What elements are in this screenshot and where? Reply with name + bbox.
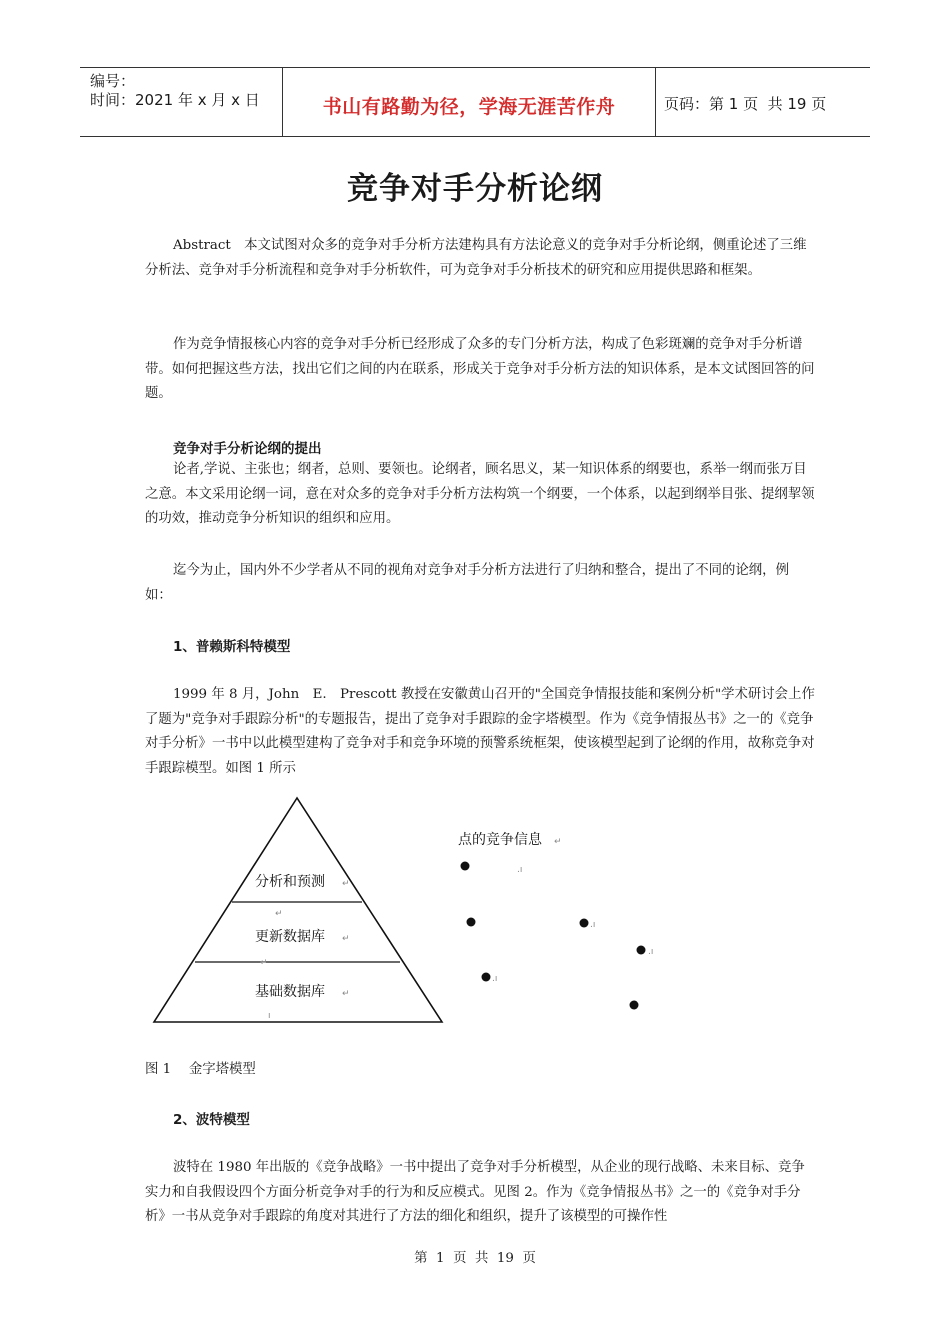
page-footer: 第 1 页 共 19 页: [414, 1251, 536, 1266]
page-title: 竞争对手分析论纲: [347, 171, 603, 207]
info-point: [482, 973, 491, 982]
model2-heading: 2、波特模型: [173, 1112, 250, 1128]
paragraph-mark: ı: [268, 1011, 271, 1021]
page-info: 页码：第 1 页 共 19 页: [664, 95, 827, 113]
info-point: [467, 918, 476, 927]
model1-heading: 1、普赖斯科特模型: [173, 639, 291, 655]
intro-paragraph: 作为竞争情报核心内容的竞争对手分析已经形成了众多的专门分析方法，构成了色彩斑斓的竞争对手分析谱带。如何把握这些方法，找出它们之间的内在联系，形成关于竞争对手分析方法的知识体系，是本文试图回答的问题。: [145, 337, 815, 401]
section-paragraph: 论者,学说、主张也；纲者，总则、要领也。论纲者，顾名思义，某一知识体系的纲要也，系举一纲而张万目之意。本文采用论纲一词，意在对众多的竞争对手分析方法构筑一个纲要，一个体系，以起到纲举目张、提纲挈领的功效，推动竞争分析知识的组织和应用。: [145, 462, 815, 526]
motto: 书山有路勤为径，学海无涯苦作舟: [322, 96, 616, 118]
model1-paragraph: 1999 年 8 月，John E. Prescott 教授在安徽黄山召开的"全国竞争情报技能和案例分析"学术研讨会上作了题为"竞争对手跟踪分析"的专题报告，提出了竞争对手跟踪的金字塔模型。作为《竞争情报丛书》之一的《竞争对手分析》一书中以此模型建构了竞争对手和竞争环境的预警系统框架，使该模型起到了论纲的作用，故称竞争对手跟踪模型。如图 1 所示: [145, 687, 815, 776]
paragraph-mark: ↵: [342, 879, 350, 889]
header-motto-cell: [282, 68, 656, 136]
abstract-paragraph: Abstract 本文试图对众多的竞争对手分析方法建构具有方法论意义的竞争对手分析论纲，侧重论述了三维分析法、竞争对手分析流程和竞争对手分析软件，可为竞争对手分析技术的研究和应用提供思路和框架。: [145, 238, 807, 278]
info-point: [630, 1001, 639, 1010]
info-point: [461, 862, 470, 871]
time-label: 时间：2021 年 x 月 x 日: [90, 91, 260, 109]
section-heading: 竞争对手分析论纲的提出: [173, 441, 322, 457]
section-paragraph: 迄今为止，国内外不少学者从不同的视角对竞争对手分析方法进行了归纳和整合，提出了不同的论纲，例如：: [145, 563, 789, 603]
pyramid-layer-middle: 更新数据库: [255, 929, 325, 945]
header-table: [80, 67, 870, 137]
paragraph-mark: ↵: [342, 934, 350, 944]
competitive-info-label: 点的竞争信息: [458, 832, 542, 848]
paragraph-mark: ↵: [275, 909, 283, 919]
info-point: [637, 946, 646, 955]
header-meta: [80, 68, 282, 136]
paragraph-mark: .ı: [517, 865, 523, 875]
pyramid-diagram: [148, 790, 668, 1030]
figure-caption: 图 1 金字塔模型: [145, 1062, 256, 1077]
paragraph-mark: ↵: [342, 989, 350, 999]
pyramid-layer-bottom: 基础数据库: [255, 984, 325, 1000]
paragraph-mark: ↵: [554, 837, 562, 847]
number-label: 编号：: [90, 72, 136, 90]
pyramid-figure: [148, 790, 668, 1030]
paragraph-mark: .ı: [492, 974, 498, 984]
pyramid-layer-top: 分析和预测: [255, 874, 325, 890]
paragraph-mark: .ı: [648, 947, 654, 957]
paragraph-mark: .ı: [590, 920, 596, 930]
paragraph-mark: ↵: [260, 958, 268, 968]
model2-paragraph: 波特在 1980 年出版的《竞争战略》一书中提出了竞争对手分析模型，从企业的现行战略、未来目标、竞争实力和自我假设四个方面分析竞争对手的行为和反应模式。见图 2。作为《竞争情报丛书》之一的《竞争对手分析》一书从竞争对手跟踪的角度对其进行了方法的细化和组织，提升了该模型的可操作性: [145, 1160, 805, 1224]
info-point: [580, 919, 589, 928]
